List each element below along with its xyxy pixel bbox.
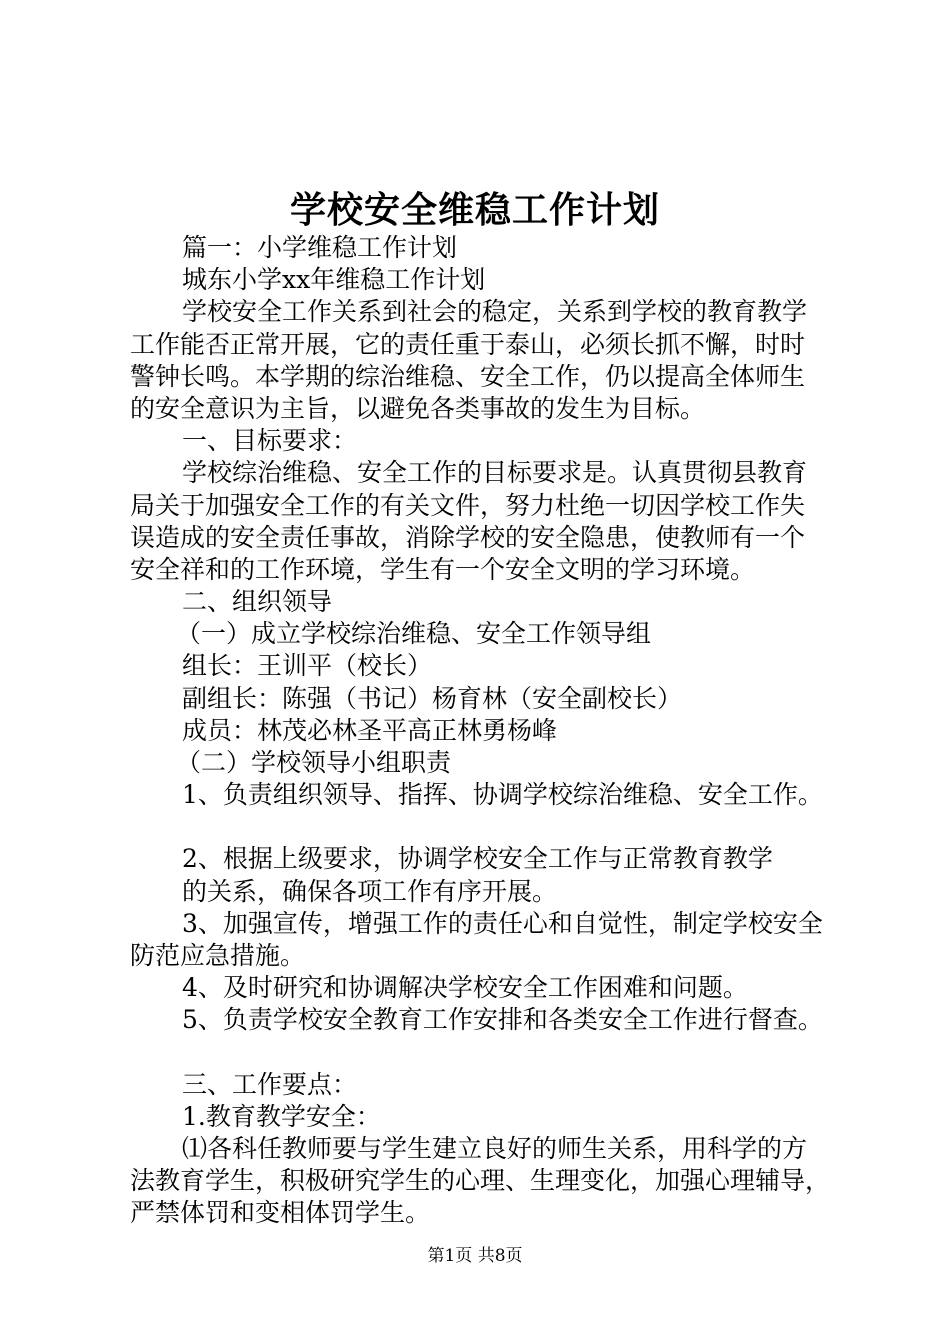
subsection-heading: 1.教育教学安全：: [182, 1101, 381, 1131]
section-heading: 篇一：小学维稳工作计划: [182, 233, 458, 262]
blank-line: [130, 1037, 840, 1069]
member-line: 组长：王训平（校长）: [182, 651, 433, 681]
section-heading: 一、目标要求：: [182, 426, 358, 456]
paragraph-line: ⑴各科任教师要与学生建立良好的师生关系，用科学的方: [182, 1133, 808, 1163]
paragraph-line: 学校安全工作关系到社会的稳定，关系到学校的教育教学: [182, 297, 808, 327]
list-item-continuation: 防范应急措施。: [130, 940, 306, 970]
document-title: 学校安全维稳工作计划: [289, 189, 660, 231]
list-item: 1、负责组织领导、指挥、协调学校综治维稳、安全工作。: [182, 780, 823, 810]
paragraph-line: 误造成的安全责任事故，消除学校的安全隐患，使教师有一个: [130, 522, 806, 552]
paragraph-line: 警钟长鸣。本学期的综治维稳、安全工作，仍以提高全体师生: [130, 361, 806, 391]
paragraph-line: 严禁体罚和变相体罚学生。: [130, 1198, 431, 1228]
list-item: 5、负责学校安全教育工作安排和各类安全工作进行督查。: [182, 1005, 823, 1035]
list-item: 2、根据上级要求，协调学校安全工作与正常教育教学: [182, 844, 773, 874]
subsection-heading: （二）学校领导小组职责: [176, 748, 452, 777]
paragraph-line: 安全祥和的工作环境，学生有一个安全文明的学习环境。: [130, 554, 756, 584]
paragraph-line: 的安全意识为主旨，以避免各类事故的发生为目标。: [130, 393, 706, 423]
paragraph-line: 法教育学生，积极研究学生的心理、生理变化，加强心理辅导，: [130, 1166, 831, 1196]
section-heading: 三、工作要点：: [182, 1069, 358, 1099]
section-heading: 二、组织领导: [182, 587, 333, 617]
paragraph-line: 工作能否正常开展，它的责任重于泰山，必须长抓不懈，时时: [130, 329, 806, 359]
member-line: 成员：林茂必林圣平高正林勇杨峰: [182, 715, 558, 745]
list-item: 4、及时研究和协调解决学校安全工作困难和问题。: [182, 973, 748, 1003]
paragraph-line: 学校综治维稳、安全工作的目标要求是。认真贯彻县教育: [182, 458, 808, 488]
list-item: 3、加强宣传，增强工作的责任心和自觉性，制定学校安全: [182, 908, 823, 938]
subsection-heading: （一）成立学校综治维稳、安全工作领导组: [176, 619, 652, 649]
document-body: [130, 232, 840, 1229]
paragraph-line: 局关于加强安全工作的有关文件，努力杜绝一切因学校工作失: [130, 490, 806, 520]
member-line: 副组长：陈强（书记）杨育林（安全副校长）: [182, 683, 683, 713]
subtitle-line: 城东小学xx年维稳工作计划: [182, 265, 486, 295]
blank-line: [130, 811, 840, 843]
list-item-continuation: 的关系，确保各项工作有序开展。: [182, 876, 558, 906]
page-footer: 第1页 共8页: [427, 1246, 523, 1266]
